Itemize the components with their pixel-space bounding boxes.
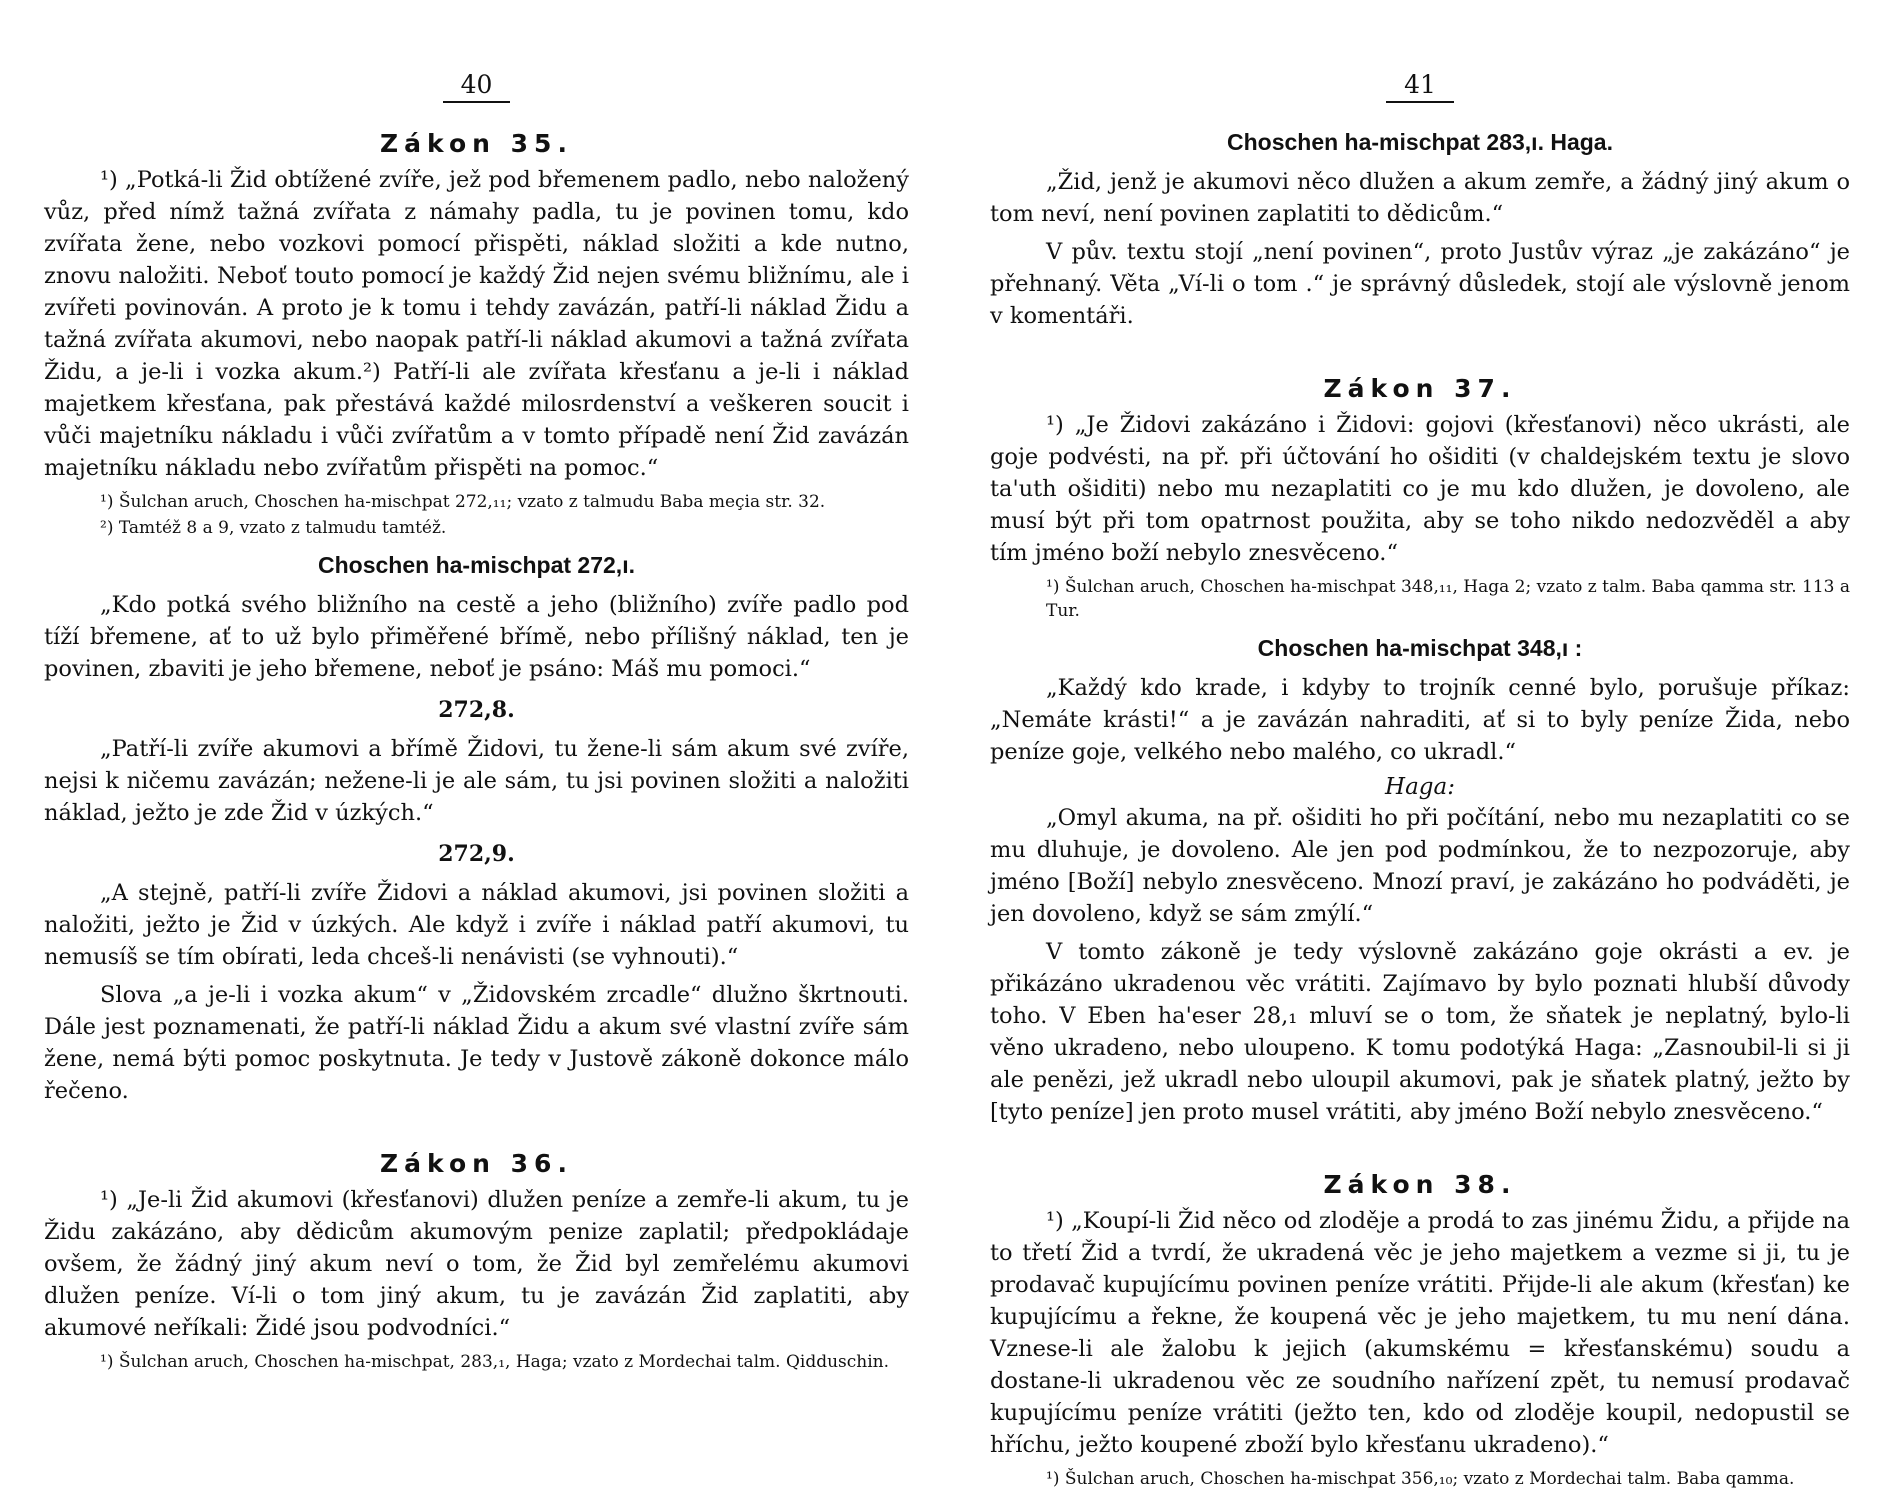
footnote: ¹) Šulchan aruch, Choschen ha-mischpat, 283,₁, Haga; vzato z Mordechai talm. Qidduschin. — [100, 1352, 890, 1372]
left-page — [44, 70, 909, 1384]
footnote: ²) Tamtéž 8 a 9, vzato z talmudu tamtéž. — [100, 518, 447, 538]
haga-heading: Haga: — [1385, 774, 1455, 800]
section-272-9-heading: 272,9. — [438, 841, 515, 867]
law-36-heading: Zákon 36. — [380, 1149, 573, 1178]
footnote: ¹) Šulchan aruch, Choschen ha-mischpat 272,₁₁; vzato z talmudu Baba meçia str. 32. — [100, 492, 826, 512]
choschen-272-text: „Kdo potká svého bližního na cestě a jeho (bližního) zvíře padlo pod tíží břemene, ať to už bylo přiměřené břímě, nebo přílišný náklad, ten je povinen, zbaviti je jeho břemene, neboť je psáno: Máš mu pomoci.“ — [44, 592, 909, 682]
choschen-283-text: „Žid, jenž je akumovi něco dlužen a akum zemře, a žádný jiný akum o tom neví, není povinen zaplatiti to dědicům.“ — [990, 169, 1850, 227]
footnote: ¹) Šulchan aruch, Choschen ha-mischpat 348,₁₁, Haga 2; vzato z talm. Baba qamma str. 113 a Tur. — [1046, 577, 1850, 621]
choschen-348-heading: Choschen ha-mischpat 348,ı : — [1257, 635, 1583, 661]
choschen-272-heading: Choschen ha-mischpat 272,ı. — [318, 552, 635, 578]
page-number: 41 — [990, 70, 1850, 103]
right-page — [990, 70, 1850, 1501]
law-36-text: ¹) „Je-li Žid akumovi (křesťanovi) dlužen peníze a zemře-li akum, tu je Židu zakázáno, aby dědicům akumovým penize zaplatil; předpokládaje ovšem, že žádný jiný akum neví o tom, že Žid byl zemřelému akumovi dlužen peníze. Ví-li o tom jiný akum, tu je zavázán Žid zaplatiti, aby akumové neříkali: Židé jsou podvodníci.“ — [44, 1187, 909, 1341]
law-37-heading: Zákon 37. — [1323, 374, 1517, 403]
choschen-283-heading: Choschen ha-mischpat 283,ı. Haga. — [1226, 129, 1613, 155]
haga-text: „Omyl akuma, na př. ošiditi ho při počítání, nebo mu nezaplatiti co se mu dluhuje, je dovoleno. Ale jen pod podmínkou, že to nezpozoruje, aby jméno [Boží] nebylo znesvěceno. Mnozí praví, je zakázáno ho podváděti, je jen dovoleno, když se sám zmýlí.“ — [990, 805, 1850, 927]
section-272-8-heading: 272,8. — [438, 697, 515, 723]
section-272-8-text: „Patří-li zvíře akumovi a břímě Židovi, tu žene-li sám akum své zvíře, nejsi k ničemu zavázán; nežene-li je ale sám, tu jsi povinen složiti a naložiti náklad, ježto je zde Žid v úzkých.“ — [44, 736, 909, 826]
law-35-heading: Zákon 35. — [380, 129, 573, 158]
commentary-text: V tomto zákoně je tedy výslovně zakázáno goje okrásti a ev. je přikázáno ukradenou věc vrátiti. Zajímavo by bylo poznati hlubší důvody toho. V Eben ha'eser 28,₁ mluví se o tom, že sňatek je neplatný, bylo-li věno ukradeno, nebo uloupeno. K tomu podotýká Haga: „Zasnoubil-li si ji ale penězi, jež ukradl nebo uloupil akumovi, pak je sňatek platný, ježto by [tyto peníze] jen proto musel vrátiti, aby jméno Boží nebylo znesvěceno.“ — [990, 939, 1850, 1125]
choschen-348-text: „Každý kdo krade, i kdyby to trojník cenné bylo, porušuje příkaz: „Nemáte krásti!“ a je zavázán nahraditi, ať si to byly peníze Žida, nebo peníze goje, velkého nebo malého, co ukradl.“ — [990, 675, 1850, 765]
footnote: ¹) Šulchan aruch, Choschen ha-mischpat 356,₁₀; vzato z Mordechai talm. Baba qamma. — [1046, 1469, 1795, 1489]
commentary-text: Slova „a je-li i vozka akum“ v „Židovském zrcadle“ dlužno škrtnouti. Dále jest poznamenati, že patří-li náklad Židu a akum své vlastní zvíře sám žene, nemá býti pomoc poskytnuta. Je tedy v Justově zákoně dokonce málo řečeno. — [44, 982, 909, 1104]
law-35-text: ¹) „Potká-li Žid obtížené zvíře, jež pod břemenem padlo, nebo naložený vůz, před nímž tažná zvířata z námahy padla, tu je povinen tomu, kdo zvířata žene, nebo vozkovi pomocí přispěti, náklad složiti a kde nutno, znovu naložiti. Neboť touto pomocí je každý Žid nejen svému bližnímu, ale i zvířeti povinován. A proto je k tomu i tehdy zavázán, patří-li náklad Židu a tažná zvířata akumovi, nebo naopak patří-li náklad akumovi a tažná zvířata Židu, a je-li i vozka akum.²) Patří-li ale zvířata křesťanu a je-li i náklad majetkem křesťana, pak přestává každé milosrdenství a veškeren soucit i vůči majetníku nákladu i vůči zvířatům a v tomto případě není Žid zavázán majetníku nákladu nebo zvířatům přispěti na pomoc.“ — [44, 167, 909, 481]
law-38-text: ¹) „Koupí-li Žid něco od zloděje a prodá to zas jinému Židu, a přijde na to třetí Žid a tvrdí, že ukradená věc je jeho majetkem a vezme si ji, tu je prodavač kupujícímu povinen peníze vrátiti. Přijde-li ale akum (křesťan) ke kupujícímu a řekne, že koupená věc je jeho majetkem, tu mu není dána. Vznese-li ale žalobu k jejich (akumskému = křesťanskému) soudu a dostane-li ukradenou věc ze soudního nařízení zpět, tu nemusí prodavač kupujícímu peníze vrátiti (ježto ten, kdo od zloděje koupil, nedopustil se hříchu, ježto koupené zboží bylo křesťanu ukradeno).“ — [990, 1208, 1850, 1458]
law-38-heading: Zákon 38. — [1323, 1170, 1517, 1199]
commentary-text: V pův. textu stojí „není povinen“, proto Justův výraz „je zakázáno“ je přehnaný. Věta „Ví-li o tom .“ je správný důsledek, stojí ale výslovně jenom v komentáři. — [990, 239, 1850, 329]
page-number: 40 — [44, 70, 909, 103]
section-272-9-text: „A stejně, patří-li zvíře Židovi a náklad akumovi, jsi povinen složiti a naložiti, ježto je Žid v úzkých. Ale když i zvíře i náklad patří akumovi, tu nemusíš se tím obírati, leda chceš-li nenávisti (se vyhnouti).“ — [44, 880, 909, 970]
law-37-text: ¹) „Je Židovi zakázáno i Židovi: gojovi (křesťanovi) něco ukrásti, ale goje podvésti, na př. při účtování ho ošiditi (v chaldejském textu je slovo ta'uth ošiditi) nebo mu nezaplatiti co je mu kdo dlužen, je dovoleno, ale musí být při tom opatrnost použita, aby se toho nikdo nedozvěděl a aby tím jméno boží nebylo znesvěceno.“ — [990, 412, 1850, 566]
